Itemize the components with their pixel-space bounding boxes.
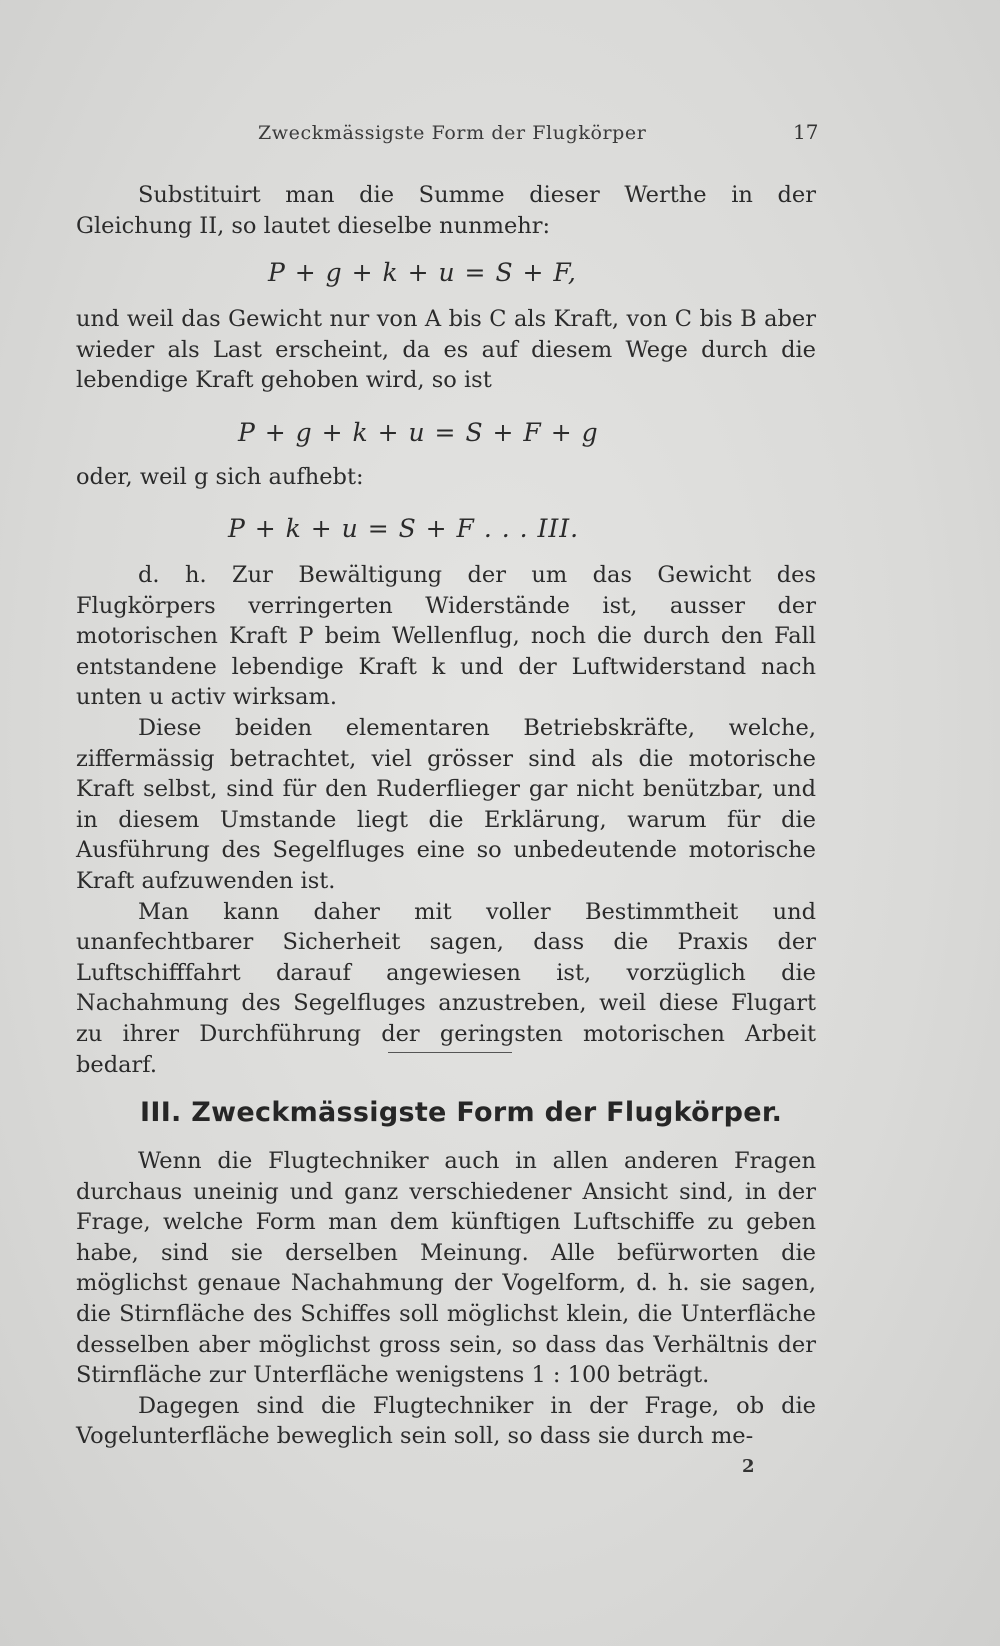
section-heading: III. Zweckmässigste Form der Flugkörper. (140, 1097, 783, 1128)
paragraph-block-5 (76, 1146, 816, 1452)
paragraph: Substituirt man die Summe dieser Werthe in der Gleichung II, so lautet dieselbe nunmehr: (76, 182, 816, 239)
equation-1: P + g + k + u = S + F, (268, 258, 577, 287)
paragraph: Wenn die Flugtechniker auch in allen anderen Fragen durchaus uneinig und ganz verschiedener Ansicht sind, in der Frage, welche Form man dem künftigen Luftschiffe zu geben habe, sind sie derselben Meinung. Alle befürworten die möglichst genaue Nachahmung der Vogelform, d. h. sie sagen, die Stirnfläche des Schiffes soll möglichst klein, die Unterfläche desselben aber möglichst gross sein, so dass das Verhältnis der Stirnfläche zur Unterfläche wenigstens 1 : 100 beträgt. (76, 1148, 816, 1389)
paragraph: und weil das Gewicht nur von A bis C als Kraft, von C bis B aber wieder als Last erscheint, da es auf diesem Wege durch die lebendige Kraft gehoben wird, so ist (76, 306, 816, 394)
paragraph: d. h. Zur Bewältigung der um das Gewicht des Flugkörpers verringerten Widerstände ist, ausser der motorischen Kraft P beim Wellenflug, noch die durch den Fall entstandene lebendige Kraft k und der Luftwiderstand nach unten u activ wirksam. (76, 562, 816, 711)
paragraph: oder, weil g sich aufhebt: (76, 464, 364, 490)
equation-2: P + g + k + u = S + F + g (238, 418, 599, 447)
paragraph-block-2 (76, 304, 816, 396)
paragraph: Dagegen sind die Flugtechniker in der Frage, ob die Vogelunterfläche beweglich sein soll, so dass sie durch me- (76, 1392, 816, 1450)
running-title: Zweckmässigste Form der Flugkörper (258, 122, 647, 144)
paragraph: Diese beiden elementaren Betriebskräfte, welche, ziffermässig betrachtet, viel grösser sind als die motorische Kraft selbst, sind für den Ruderflieger gar nicht benützbar, und in diesem Umstande liegt die Erklärung, warum für die Ausführung des Segelfluges eine so unbedeutende motorische Kraft aufzuwenden ist. (76, 714, 816, 894)
page-number: 17 (793, 120, 819, 144)
signature-mark: 2 (742, 1456, 755, 1477)
paragraph: Man kann daher mit voller Bestimmtheit und unanfechtbarer Sicherheit sagen, dass die Praxis der Luftschifffahrt darauf angewiesen ist, vorzüglich die Nachahmung des Segelfluges anzustreben, weil diese Flugart zu ihrer Durchführung der geringsten motorischen Arbeit bedarf. (76, 898, 816, 1078)
equation-3: P + k + u = S + F . . . III. (228, 514, 580, 543)
paragraph-block-4 (76, 560, 816, 1080)
paragraph-block-1 (76, 180, 816, 241)
section-divider (388, 1052, 512, 1053)
paragraph-block-3 (76, 462, 816, 493)
